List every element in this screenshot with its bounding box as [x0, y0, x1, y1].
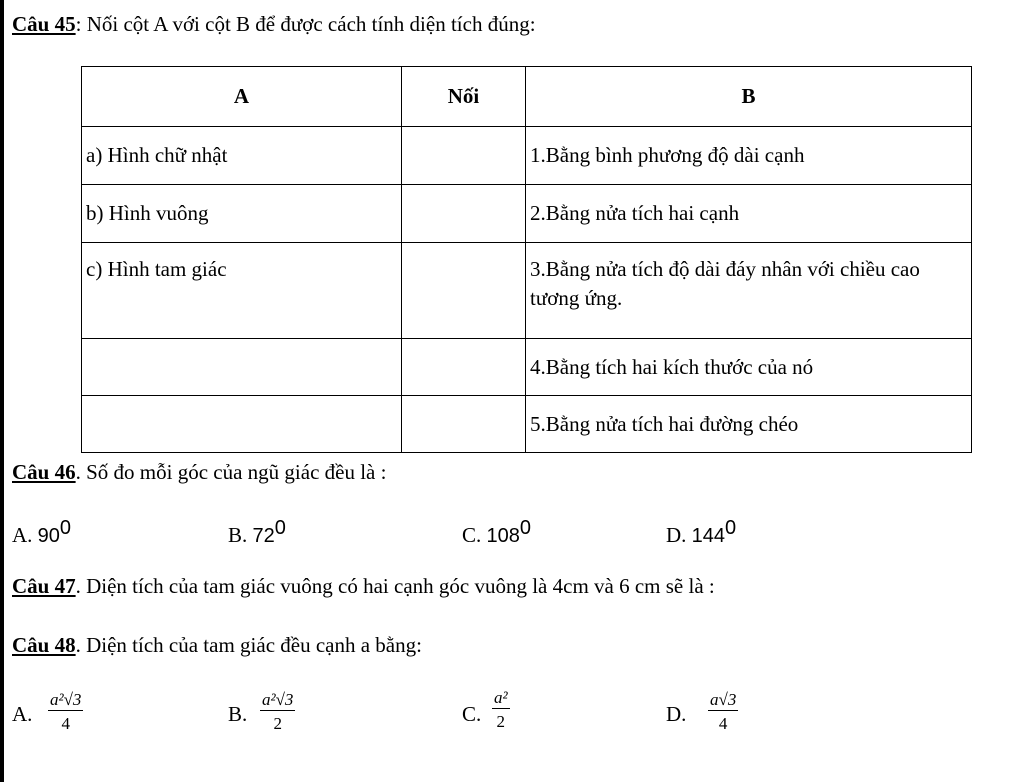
cell-noi — [402, 243, 526, 339]
cell-b: 3.Bằng nửa tích độ dài đáy nhân với chiều cao tương ứng. — [526, 243, 972, 339]
column-noi-header: Nối — [402, 67, 526, 127]
fraction-numerator: a√3 — [710, 690, 737, 709]
cell-b: 5.Bằng nửa tích hai đường chéo — [526, 396, 972, 453]
fraction-denominator: 2 — [496, 712, 506, 731]
table-row — [82, 396, 972, 453]
column-a-header: A — [82, 67, 402, 127]
q48-label: Câu 48 — [12, 633, 76, 657]
q48-heading — [12, 635, 422, 656]
cell-noi — [402, 185, 526, 243]
fraction-numerator: a² — [494, 688, 508, 707]
q46-option-c — [462, 517, 531, 548]
option-letter: D. — [666, 523, 687, 547]
q48-option-a-letter: A. — [12, 702, 33, 726]
cell-b: 1.Bằng bình phương độ dài cạnh — [526, 127, 972, 185]
q48-option-d-letter: D. — [666, 702, 687, 726]
q46-option-d — [666, 517, 736, 548]
q46-text: . Số đo mỗi góc của ngũ giác đều là : — [75, 460, 387, 484]
fraction-denominator: 4 — [718, 714, 728, 733]
q48-text: . Diện tích của tam giác đều cạnh a bằng: — [75, 633, 422, 657]
q48-option-b-fraction — [260, 690, 295, 734]
degree-sup: 0 — [519, 517, 532, 539]
degree-sup: 0 — [59, 517, 72, 539]
fraction-denominator: 2 — [273, 714, 282, 733]
left-border-line — [0, 0, 4, 782]
fraction-numerator: a²√3 — [50, 690, 82, 709]
option-value: 72 — [252, 525, 275, 547]
q48-option-d-fraction — [708, 690, 738, 734]
q45-heading — [12, 14, 536, 35]
fraction-numerator: a²√3 — [262, 690, 294, 709]
option-value: 144 — [691, 525, 726, 547]
table-row — [82, 185, 972, 243]
q48-option-c-fraction — [492, 688, 510, 732]
degree-sup: 0 — [274, 517, 286, 539]
table-header-row — [82, 67, 972, 127]
matching-table — [81, 66, 972, 453]
option-letter: B. — [228, 523, 248, 547]
fraction-denominator: 4 — [61, 714, 70, 733]
degree-sup: 0 — [725, 517, 737, 539]
q46-heading — [12, 462, 386, 483]
q46-option-b — [228, 517, 286, 548]
q46-option-a — [12, 517, 71, 548]
q47-heading — [12, 576, 715, 597]
q47-label: Câu 47 — [12, 574, 76, 598]
q46-label: Câu 46 — [12, 460, 76, 484]
q45-label: Câu 45 — [12, 12, 76, 36]
option-letter: A. — [12, 523, 33, 547]
table-row — [82, 243, 972, 339]
cell-a — [82, 396, 402, 453]
column-b-header: B — [526, 67, 972, 127]
q48-option-a-fraction — [48, 690, 83, 734]
cell-a: b) Hình vuông — [82, 185, 402, 243]
cell-noi — [402, 127, 526, 185]
q47-text: . Diện tích của tam giác vuông có hai cạnh góc vuông là 4cm và 6 cm sẽ là : — [75, 574, 715, 598]
cell-b: 4.Bằng tích hai kích thước của nó — [526, 339, 972, 396]
option-value: 108 — [486, 525, 520, 547]
cell-a: a) Hình chữ nhật — [82, 127, 402, 185]
table-row — [82, 127, 972, 185]
q45-text: : Nối cột A với cột B để được cách tính diện tích đúng: — [75, 12, 536, 36]
cell-a — [82, 339, 402, 396]
cell-noi — [402, 339, 526, 396]
table-row — [82, 339, 972, 396]
option-value: 90 — [37, 525, 60, 547]
q48-option-b-letter: B. — [228, 702, 248, 726]
cell-a: c) Hình tam giác — [82, 243, 402, 339]
cell-noi — [402, 396, 526, 453]
cell-b: 2.Bằng nửa tích hai cạnh — [526, 185, 972, 243]
q48-option-c-letter: C. — [462, 702, 482, 726]
option-letter: C. — [462, 523, 482, 547]
